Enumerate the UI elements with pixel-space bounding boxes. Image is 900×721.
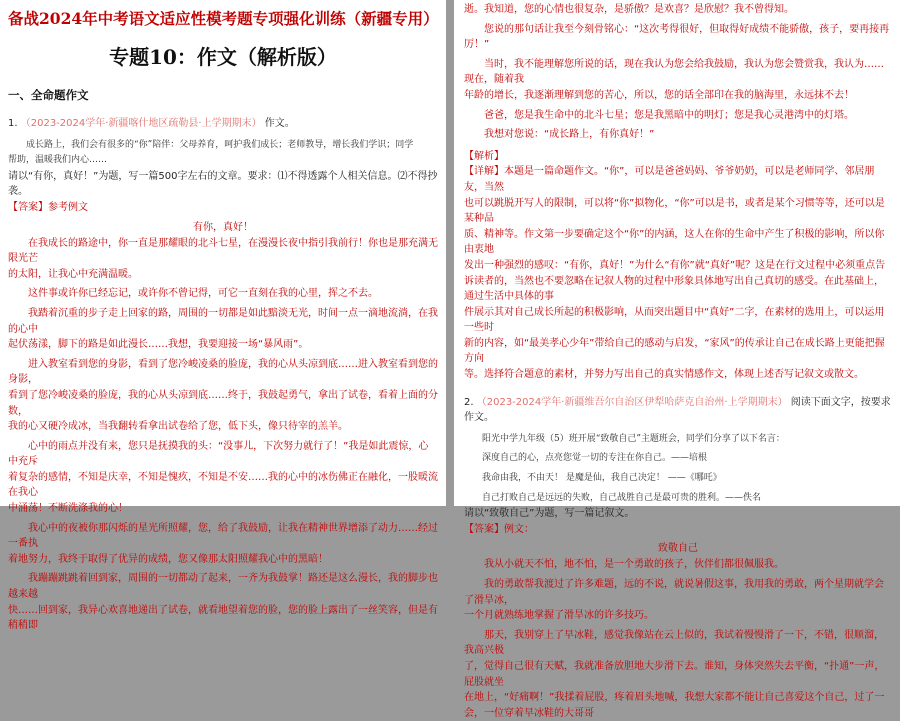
essay-line: 的太阳，让我心中充满温暖。 [8, 268, 138, 280]
essay-line: 着复杂的感情，不知是庆幸，不知是愧疚，不知是不安……我的心中的冰伤佛正在融化，一股暖流在我心 [8, 471, 438, 499]
essay-line: 我想对您说：“成长路上，有你真好！” [484, 129, 655, 141]
essay-line: 当时，我不能理解您所说的话，现在我认为您会给我鼓励，我认为您会赞赏我，我认为……现在，随着我 [464, 58, 884, 86]
detail-paragraph [464, 164, 892, 195]
detail-label: 【详解】 [464, 166, 504, 178]
answer-label: 【答案】参考例文 [8, 201, 88, 213]
document-page-right [454, 0, 900, 719]
document-header: 备战2024年中考语文适应性模考题专项强化训练（新疆专用） [8, 9, 439, 28]
essay-line: 起伏荡漾，脚下的路是如此漫长……我想，我要迎接一场“暴风雨”。 [8, 339, 309, 351]
question-requirement: 请以“有你，真好！”为题，写一篇500字左右的文章。要求：⑴不得透露个人相关信息。⑵不得抄 [8, 170, 438, 182]
question-prompt-line: 成长路上，我们会有很多的“你”陪伴：父母养育，呵护我们成长；老师教导，增长我们学识；同学 [26, 139, 414, 150]
essay-line: 我的心又硬冷成冰，当我翻转看拿出试卷给了您，低下头，像只待宰的羔羊。 [8, 421, 348, 433]
essay-line: 您说的那句话让我至今刻骨铭心：“这次考得很好，但取得好成绩不能骄傲，孩子，要再接再厉！” [464, 23, 890, 51]
detail-line: 等。选择符合题意的素材，并努力写出自己的真实情感作文，体现上述否写记叙文或散文。 [464, 369, 864, 381]
essay-line: 我的勇敢帮我渡过了许多难题，远的不说，就说暑假这事，我用我的勇敢，两个星期就学会了滑旱冰， [464, 579, 884, 606]
question-requirement: 袭。 [8, 186, 28, 198]
answer-label: 【答案】例文： [464, 523, 534, 535]
essay-line: 年龄的增长，我逐渐理解到您的苦心，所以，您的话全部印在我的脑海里，永远抹不去！ [464, 89, 854, 101]
question-source: （2023-2024学年·新疆喀什地区疏勒县·上学期期末） [20, 118, 262, 129]
analysis-label: 【解析】 [464, 150, 504, 162]
question-number: 2. [464, 396, 474, 408]
essay-line: 一个月就熟练地掌握了滑旱冰的许多技巧。 [464, 610, 654, 622]
essay-line: 我蹦蹦跳跳着回到家，周围的一切都动了起来，一齐为我鼓掌！路还是这么漫长，我的脚步也越来越 [8, 573, 438, 601]
question-2 [464, 395, 892, 426]
detail-line: 本题是一篇命题作文。“你”，可以是爸爸妈妈、爷爷奶奶，可以是老师同学、邻居朋友，当然 [464, 166, 875, 193]
quote-line: 自己打败自己是远远的失败，自己战胜自己是最可贵的胜利。——佚名 [482, 492, 762, 503]
essay-line: 我从小就天不怕，地不怕，是一个勇敢的孩子，伙伴们都很佩服我。 [484, 559, 784, 571]
document-page-left [0, 0, 446, 632]
essay-line: 中涌荡！不断洗涤我的心！ [8, 503, 128, 515]
detail-line: 件展示其对自己成长所起的积极影响，从而突出题目中“真好”二字，在素材的选用上，可以运用一些时 [464, 306, 885, 334]
question-prompt-line: 帮助，温暖我们内心…… [8, 155, 108, 166]
essay-line: 我心中的夜被你那闪烁的星光所照耀，您，给了我鼓励，让我在精神世界增添了动力……经过一番执 [8, 522, 438, 550]
question-source-suffix: 阅读下面文字，按要求作文。 [464, 396, 891, 424]
essay-line: 了，觉得自己很有天赋，我就准备放胆地大步滑下去。谁知，身体突然失去平衡，“扑通”一声，屁股就坐 [464, 660, 885, 688]
essay-line: 这件事或许你已经忘记，或许你不曾记得，可它一直刻在我的心里，挥之不去。 [28, 288, 378, 300]
detail-line: 诉读者的，当然也不要忽略在记叙人物的过程中形象具体地写出自己真切的感受。在此基础上，通过生活中具体的事 [464, 275, 884, 303]
question-source-suffix: 作文。 [264, 118, 295, 129]
essay-line: 我踏着沉重的步子走上回家的路，周围的一切都是如此黯淡无光，时间一点一滴地流淌，在我的心中 [8, 307, 438, 335]
essay-line: 看到了您冷峻凌桑的脸庞，我的心从头凉到底……终于，我鼓起勇气，拿出了试卷，看着上面的分数， [8, 389, 438, 417]
essay-line: 进入教室看到您的身影，看到了您冷峻凌桑的脸庞，我的心从头凉到底……进入教室看到您的身影， [8, 358, 438, 386]
essay-title: 有你，真好！ [193, 221, 253, 233]
question-number: 1. [8, 118, 18, 129]
essay-line: 在地上，“好痛啊！”我揉着屁股，疼着眉头地喊，我想大家都不能让自己喜爱这个自己，过了一会，一位穿着早冰鞋的大哥哥 [464, 692, 885, 719]
document-subtitle: 专题10：作文（解析版） [109, 45, 337, 69]
detail-line: 新的内容，如“最美孝心少年”带给自己的感动与启发，“家风”的传承让自己在成长路上更能把握方向 [464, 337, 885, 365]
quote-line: 阳光中学九年级（5）班开展“致敬自己”主题班会，同学们分享了以下名言： [482, 433, 785, 444]
section-heading: 一、全命题作文 [8, 88, 89, 102]
essay-line: 心中的雨点并没有来，您只是抚摸我的头：“没事儿，下次努力就行了！”我是如此震惊，心中充斥 [8, 440, 429, 468]
quote-line: 深度自己的心，点亮您觉一切的专注在你自己。——培根 [482, 453, 708, 464]
detail-line: 发出一种强烈的感叹：“有你，真好！”为什么“有你”就“真好”呢？这是在行文过程中必须重点告 [464, 259, 886, 271]
essay-line: 那天，我别穿上了早冰鞋，感觉我像站在云上似的，我试着慢慢滑了一下，不错，很顺溜，我高兴极 [464, 629, 884, 657]
question-source: （2023-2024学年·新疆维吾尔自治区伊犁哈萨克自治州·上学期期末） [476, 396, 788, 408]
detail-line: 也可以跳脱开写人的限制，可以将“你”拟物化，“你”可以是书，或者是某个习惯等等，还可以是某种品 [464, 197, 885, 225]
detail-line: 质、精神等。作文第一步要确定这个“你”的内涵，这人在你的生命中产生了积极的影响，所以你由衷地 [464, 228, 885, 256]
quote-line: 我命由我，不由天！ 是魔是仙，我自己决定！ ——《哪吒》 [482, 473, 722, 484]
essay-title: 致敬自己 [658, 543, 698, 555]
essay-line: 爸爸，您是我生命中的北斗七星；您是我黑暗中的明灯；您是我心灵港湾中的灯塔。 [484, 109, 854, 121]
essay-line: 着地努力，我终于取得了优异的成绩，您又像那太阳照耀我心中的黑暗！ [8, 553, 328, 565]
essay-line: 在我成长的路途中，你一直是那耀眼的北斗七星，在漫漫长夜中指引我前行！你也是那充满无限光芒 [8, 237, 438, 265]
essay-line: 快……回到家，我异心欢喜地递出了试卷，就看地望着您的脸，您的脸上露出了一丝笑容，但是有稍稍即 [8, 604, 438, 632]
question-requirement: 请以“致敬自己”为题，写一篇记叙文。 [464, 508, 635, 520]
question-1 [8, 116, 438, 132]
essay-line: 逝。我知道，您的心情也很复杂，是骄傲？是欢喜？是欣慰？我不曾得知。 [464, 4, 794, 15]
